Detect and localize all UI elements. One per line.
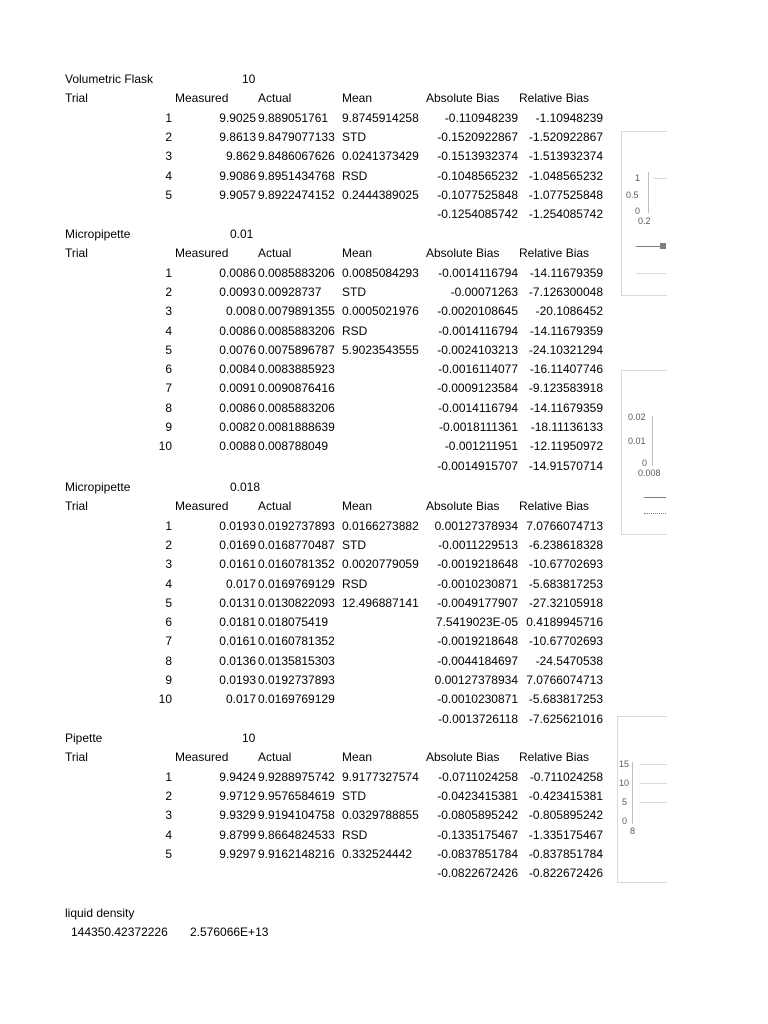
cell-absolute-bias: -0.0016114077 <box>438 362 518 377</box>
cell-relative-bias: -5.683817253 <box>528 576 603 591</box>
cell-mean: 0.0020779059 <box>342 557 419 572</box>
cell-trial: 9 <box>165 420 172 434</box>
cell-trial: 1 <box>165 265 172 280</box>
cell-measured: 0.0086 <box>219 400 256 415</box>
cell-relative-bias: -1.048565232 <box>528 168 603 183</box>
cell-absolute-bias: -0.0423415381 <box>437 788 518 803</box>
column-header-relative-bias: Relative Bias <box>519 91 590 106</box>
cell-actual: 9.8951434768 <box>258 168 335 183</box>
section-title: Pipette <box>65 731 103 745</box>
cell-measured: 0.0088 <box>219 439 256 454</box>
chart2-xtick: 0.008 <box>638 468 661 478</box>
cell-mean: 0.0241373429 <box>342 149 419 164</box>
cell-absolute-bias: -0.0020108645 <box>437 304 518 319</box>
column-header-measured: Measured <box>175 246 229 261</box>
cell-trial: 4 <box>165 827 172 842</box>
chart2-legend-line <box>644 497 666 498</box>
chart3-ytick: 10 <box>619 778 630 788</box>
chart3-ytick: 5 <box>622 797 628 807</box>
cell-actual: 9.9576584619 <box>258 788 335 803</box>
cell-actual: 9.9194104758 <box>258 808 335 823</box>
cell-actual: 0.0160781352 <box>258 634 335 649</box>
column-header-trial: Trial <box>65 91 88 106</box>
average-relative-bias: -14.91570714 <box>528 458 603 473</box>
cell-measured: 0.0086 <box>219 265 256 280</box>
cell-absolute-bias: 0.00127378934 <box>434 673 518 687</box>
column-header-relative-bias: Relative Bias <box>519 499 590 514</box>
cell-trial: 1 <box>165 769 172 784</box>
cell-measured: 0.0169 <box>219 537 256 552</box>
column-header-measured: Measured <box>175 750 229 765</box>
cell-absolute-bias: -0.0010230871 <box>437 576 518 591</box>
chart2-ytick: 0.01 <box>628 436 646 446</box>
cell-measured: 9.9424 <box>219 769 256 784</box>
chart1-legend-marker <box>660 243 666 249</box>
cell-trial: 2 <box>165 788 172 803</box>
cell-absolute-bias: 0.00127378934 <box>434 518 518 533</box>
column-header-mean: Mean <box>342 750 373 765</box>
cell-measured: 0.0193 <box>219 673 256 687</box>
cell-mean: RSD <box>342 168 368 183</box>
cell-relative-bias: -24.5470538 <box>535 653 603 668</box>
cell-absolute-bias: -0.0805895242 <box>437 808 518 823</box>
cell-actual: 9.889051761 <box>258 110 329 125</box>
footer-value-1: 144350.42372226 <box>71 925 168 939</box>
cell-relative-bias: -0.711024258 <box>529 769 603 784</box>
average-relative-bias: -7.625621016 <box>528 711 603 726</box>
cell-trial: 5 <box>165 187 172 202</box>
chart3-ytick: 15 <box>619 759 630 769</box>
column-header-relative-bias: Relative Bias <box>519 246 590 261</box>
cell-mean: 0.332524442 <box>342 846 413 861</box>
column-header-measured: Measured <box>175 91 229 106</box>
footer-label: liquid density <box>65 906 135 920</box>
column-header-trial: Trial <box>65 499 88 514</box>
cell-mean: 0.0329788855 <box>342 808 419 823</box>
cell-relative-bias: -0.837851784 <box>528 846 603 861</box>
cell-measured: 0.0131 <box>219 595 256 610</box>
cell-actual: 0.0085883206 <box>258 323 335 338</box>
cell-relative-bias: 7.0766074713 <box>526 518 603 533</box>
cell-mean: 9.9177327574 <box>342 769 419 784</box>
cell-mean: RSD <box>342 323 368 338</box>
section-volume: 0.018 <box>230 480 261 494</box>
cell-actual: 0.0081888639 <box>258 420 335 434</box>
section-volume: 10 <box>242 731 256 745</box>
cell-measured: 9.862 <box>225 149 256 164</box>
section-title: Volumetric Flask <box>65 72 154 86</box>
cell-measured: 9.9057 <box>219 187 256 202</box>
cell-relative-bias: -7.126300048 <box>528 284 603 299</box>
chart-fragment-1[interactable] <box>621 131 667 296</box>
cell-actual: 0.0169769129 <box>258 692 335 707</box>
cell-mean: RSD <box>342 827 368 842</box>
cell-trial: 3 <box>165 808 172 823</box>
column-header-mean: Mean <box>342 246 373 261</box>
cell-relative-bias: -14.11679359 <box>529 323 603 338</box>
average-absolute-bias: -0.0014915707 <box>437 458 518 473</box>
cell-trial: 9 <box>165 673 172 687</box>
chart-fragment-2[interactable] <box>621 370 667 535</box>
cell-actual: 9.8664824533 <box>258 827 335 842</box>
chart3-xtick: 8 <box>630 826 636 836</box>
cell-trial: 4 <box>165 576 172 591</box>
cell-absolute-bias: -0.0010230871 <box>437 692 518 707</box>
column-header-absolute-bias: Absolute Bias <box>426 246 500 261</box>
cell-relative-bias: -12.11950972 <box>529 439 603 454</box>
cell-mean: STD <box>342 129 366 144</box>
cell-mean: 0.0166273882 <box>342 518 419 533</box>
cell-actual: 9.9288975742 <box>258 769 335 784</box>
chart1-ytick: 1 <box>635 173 641 183</box>
chart2-legend-dotted <box>644 513 666 514</box>
column-header-mean: Mean <box>342 499 373 514</box>
cell-relative-bias: -9.123583918 <box>528 381 603 396</box>
cell-relative-bias: -10.67702693 <box>528 557 603 572</box>
cell-relative-bias: -16.11407746 <box>529 362 603 377</box>
cell-relative-bias: -1.513932374 <box>528 149 603 164</box>
chart2-ytick: 0.02 <box>628 412 646 422</box>
cell-relative-bias: -20.1086452 <box>535 304 603 319</box>
chart1-xtick: 0.2 <box>638 216 651 226</box>
cell-measured: 0.0161 <box>219 557 256 572</box>
cell-actual: 0.0079891355 <box>258 304 335 319</box>
cell-measured: 0.0086 <box>219 323 256 338</box>
cell-relative-bias: -0.805895242 <box>528 808 603 823</box>
cell-measured: 0.0076 <box>219 342 256 357</box>
cell-absolute-bias: -0.0019218648 <box>437 634 518 649</box>
cell-absolute-bias: -0.0049177907 <box>437 595 518 610</box>
cell-absolute-bias: -0.0711024258 <box>438 769 518 784</box>
cell-mean: 0.2444389025 <box>342 187 419 202</box>
cell-actual: 0.0192737893 <box>258 673 335 687</box>
cell-trial: 10 <box>158 439 172 454</box>
column-header-trial: Trial <box>65 750 88 765</box>
cell-trial: 5 <box>165 342 172 357</box>
cell-actual: 0.00928737 <box>258 284 322 299</box>
cell-measured: 9.8799 <box>219 827 256 842</box>
cell-measured: 0.0181 <box>219 615 256 630</box>
cell-mean: STD <box>342 788 366 803</box>
cell-mean: 0.0085084293 <box>342 265 419 280</box>
cell-absolute-bias: -0.110948239 <box>444 110 518 125</box>
section-volume: 0.01 <box>230 227 254 241</box>
cell-mean: 12.496887141 <box>342 595 419 610</box>
cell-actual: 0.018075419 <box>258 615 329 630</box>
cell-trial: 2 <box>165 284 172 299</box>
cell-actual: 0.0085883206 <box>258 265 335 280</box>
chart-fragment-3[interactable] <box>617 716 667 883</box>
cell-absolute-bias: -0.1335175467 <box>437 827 518 842</box>
column-header-trial: Trial <box>65 246 88 261</box>
cell-relative-bias: -1.10948239 <box>535 110 603 125</box>
cell-measured: 0.017 <box>225 576 256 591</box>
cell-absolute-bias: -0.00071263 <box>450 284 518 299</box>
cell-actual: 9.8479077133 <box>258 129 335 144</box>
cell-trial: 8 <box>165 653 172 668</box>
cell-measured: 9.9297 <box>219 846 256 861</box>
cell-mean: 9.8745914258 <box>342 110 419 125</box>
section-title: Micropipette <box>65 227 131 241</box>
cell-mean: RSD <box>342 576 368 591</box>
average-absolute-bias: -0.1254085742 <box>437 207 518 222</box>
section-volume: 10 <box>242 72 256 86</box>
cell-actual: 0.0085883206 <box>258 400 335 415</box>
cell-absolute-bias: -0.0018111361 <box>439 420 518 434</box>
chart1-legend-line <box>636 246 660 247</box>
cell-actual: 0.0130822093 <box>258 595 335 610</box>
cell-measured: 0.0093 <box>219 284 256 299</box>
cell-absolute-bias: -0.0014116794 <box>438 265 518 280</box>
cell-trial: 6 <box>165 615 172 630</box>
cell-mean: STD <box>342 284 366 299</box>
cell-absolute-bias: -0.1513932374 <box>437 149 518 164</box>
cell-relative-bias: 7.0766074713 <box>526 673 603 687</box>
column-header-actual: Actual <box>258 499 292 514</box>
cell-actual: 9.8486067626 <box>258 149 335 164</box>
cell-measured: 9.9329 <box>219 808 256 823</box>
cell-relative-bias: -1.520922867 <box>528 129 603 144</box>
cell-actual: 9.9162148216 <box>258 846 335 861</box>
cell-measured: 0.008 <box>225 304 256 319</box>
average-relative-bias: -0.822672426 <box>528 866 603 881</box>
chart3-ytick: 0 <box>622 816 628 826</box>
cell-trial: 3 <box>165 304 172 319</box>
cell-actual: 0.0168770487 <box>258 537 335 552</box>
cell-trial: 5 <box>165 846 172 861</box>
cell-absolute-bias: -0.0014116794 <box>438 400 518 415</box>
footer-value-2: 2.576066E+13 <box>190 925 269 939</box>
cell-mean: STD <box>342 537 366 552</box>
cell-measured: 0.0193 <box>219 518 256 533</box>
cell-absolute-bias: -0.0009123584 <box>437 381 518 396</box>
column-header-actual: Actual <box>258 750 292 765</box>
cell-measured: 9.8613 <box>219 129 256 144</box>
cell-actual: 0.0169769129 <box>258 576 335 591</box>
cell-trial: 5 <box>165 595 172 610</box>
cell-relative-bias: -1.335175467 <box>528 827 603 842</box>
cell-measured: 0.0136 <box>219 653 256 668</box>
cell-measured: 0.0161 <box>219 634 256 649</box>
cell-trial: 10 <box>158 692 172 707</box>
cell-absolute-bias: -0.0837851784 <box>437 846 518 861</box>
column-header-actual: Actual <box>258 246 292 261</box>
cell-trial: 2 <box>165 537 172 552</box>
cell-relative-bias: -0.423415381 <box>528 788 603 803</box>
cell-actual: 0.0075896787 <box>258 342 335 357</box>
cell-relative-bias: -14.11679359 <box>529 400 603 415</box>
cell-trial: 3 <box>165 149 172 164</box>
cell-trial: 2 <box>165 129 172 144</box>
cell-measured: 0.0091 <box>219 381 256 396</box>
cell-trial: 4 <box>165 323 172 338</box>
average-absolute-bias: -0.0013726118 <box>438 711 518 726</box>
cell-absolute-bias: -0.1520922867 <box>437 129 518 144</box>
cell-relative-bias: -14.11679359 <box>529 265 603 280</box>
cell-actual: 9.8922474152 <box>258 187 335 202</box>
average-relative-bias: -1.254085742 <box>528 207 603 222</box>
chart1-ytick: 0.5 <box>626 190 639 200</box>
cell-relative-bias: -10.67702693 <box>528 634 603 649</box>
cell-absolute-bias: -0.0044184697 <box>437 653 518 668</box>
cell-measured: 9.9086 <box>219 168 256 183</box>
cell-absolute-bias: 7.5419023E-05 <box>435 615 518 630</box>
cell-actual: 0.008788049 <box>258 439 329 454</box>
cell-measured: 0.0082 <box>219 420 256 434</box>
cell-absolute-bias: -0.0014116794 <box>438 323 518 338</box>
column-header-absolute-bias: Absolute Bias <box>426 91 500 106</box>
cell-mean: 5.9023543555 <box>342 342 419 357</box>
cell-measured: 9.9712 <box>219 788 256 803</box>
column-header-actual: Actual <box>258 91 292 106</box>
cell-relative-bias: -18.11136133 <box>530 420 603 434</box>
column-header-relative-bias: Relative Bias <box>519 750 590 765</box>
cell-trial: 7 <box>165 381 172 396</box>
cell-actual: 0.0090876416 <box>258 381 335 396</box>
cell-relative-bias: -1.077525848 <box>528 187 603 202</box>
cell-trial: 8 <box>165 400 172 415</box>
cell-actual: 0.0160781352 <box>258 557 335 572</box>
cell-actual: 0.0083885923 <box>258 362 335 377</box>
cell-relative-bias: -24.10321294 <box>528 342 603 357</box>
cell-trial: 1 <box>165 518 172 533</box>
cell-actual: 0.0135815303 <box>258 653 335 668</box>
section-title: Micropipette <box>65 480 131 494</box>
cell-trial: 6 <box>165 362 172 377</box>
cell-trial: 4 <box>165 168 172 183</box>
cell-absolute-bias: -0.0011229513 <box>438 537 518 552</box>
column-header-mean: Mean <box>342 91 373 106</box>
column-header-absolute-bias: Absolute Bias <box>426 499 500 514</box>
cell-relative-bias: -6.238618328 <box>528 537 603 552</box>
cell-trial: 3 <box>165 557 172 572</box>
cell-trial: 1 <box>165 110 172 125</box>
cell-absolute-bias: -0.1077525848 <box>437 187 518 202</box>
cell-absolute-bias: -0.0019218648 <box>437 557 518 572</box>
cell-relative-bias: -5.683817253 <box>528 692 603 707</box>
chart2-ytick: 0 <box>642 458 648 468</box>
cell-mean: 0.0005021976 <box>342 304 419 319</box>
cell-relative-bias: 0.4189945716 <box>526 615 603 630</box>
average-absolute-bias: -0.0822672426 <box>437 866 518 881</box>
cell-measured: 0.017 <box>225 692 256 707</box>
cell-absolute-bias: -0.0024103213 <box>437 342 518 357</box>
cell-actual: 0.0192737893 <box>258 518 335 533</box>
cell-absolute-bias: -0.1048565232 <box>437 168 518 183</box>
cell-measured: 0.0084 <box>219 362 256 377</box>
cell-measured: 9.9025 <box>219 110 256 125</box>
cell-trial: 7 <box>165 634 172 649</box>
cell-absolute-bias: -0.001211951 <box>444 439 518 454</box>
cell-relative-bias: -27.32105918 <box>528 595 603 610</box>
chart1-ytick: 0 <box>635 206 641 216</box>
column-header-absolute-bias: Absolute Bias <box>426 750 500 765</box>
column-header-measured: Measured <box>175 499 229 514</box>
